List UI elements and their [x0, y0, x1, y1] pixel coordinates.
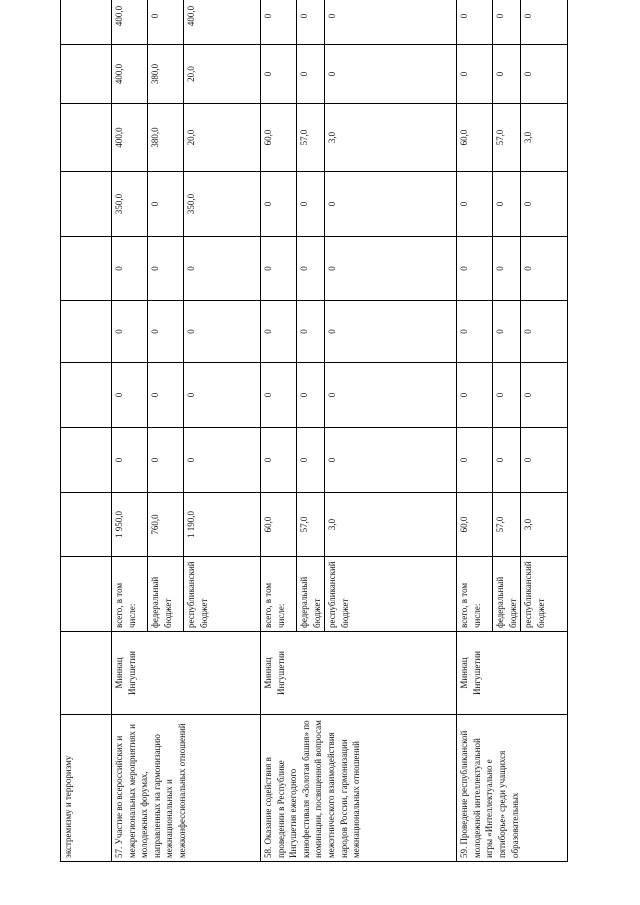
table-row — [457, 0, 493, 862]
value-cell: 0 — [325, 301, 457, 363]
value-cell: 57,0 — [297, 104, 325, 172]
budget-table — [60, 0, 568, 862]
value-cell: 57,0 — [493, 104, 521, 172]
source-cell — [61, 557, 112, 632]
value-cell: 3,0 — [521, 493, 568, 557]
value-cell: 0 — [148, 301, 184, 363]
executor-cell: Миннац Ингушетии — [112, 632, 261, 715]
value-cell: 0 — [325, 428, 457, 493]
value-cell: 60,0 — [457, 104, 493, 172]
value-cell: 3,0 — [325, 104, 457, 172]
value-cell: 0 — [325, 45, 457, 104]
value-cell: 0 — [493, 237, 521, 301]
value-cell: 0 — [112, 363, 148, 428]
value-cell: 0 — [297, 172, 325, 237]
value-cell: 0 — [184, 301, 261, 363]
rotated-table-wrapper — [60, 5, 546, 862]
value-cell — [61, 0, 112, 45]
value-cell — [61, 493, 112, 557]
value-cell: 0 — [457, 237, 493, 301]
value-cell: 3,0 — [521, 104, 568, 172]
value-cell: 0 — [261, 301, 297, 363]
measure-name-cell: 59. Проведение республиканской молодежной интеллектуальной игры «Интеллектуально е пятиборье» среди учащихся образовательных — [457, 715, 568, 862]
funding-source-cell: всего, в том числе: — [261, 557, 297, 632]
value-cell: 0 — [297, 237, 325, 301]
funding-source-cell: федеральный бюджет — [493, 557, 521, 632]
value-cell: 380,0 — [148, 104, 184, 172]
value-cell: 0 — [493, 428, 521, 493]
value-cell: 3,0 — [325, 493, 457, 557]
executor-cell — [61, 632, 112, 715]
executor-cell: Миннац Ингушетии — [261, 632, 457, 715]
executor-cell: Миннац Ингушетии — [457, 632, 568, 715]
value-cell: 0 — [184, 237, 261, 301]
funding-source-cell: всего, в том числе: — [112, 557, 148, 632]
value-cell: 0 — [297, 428, 325, 493]
value-cell: 0 — [325, 172, 457, 237]
value-cell: 380,0 — [148, 45, 184, 104]
value-cell: 0 — [297, 301, 325, 363]
table-row-continuation — [61, 0, 112, 862]
value-cell: 0 — [325, 363, 457, 428]
value-cell: 0 — [493, 363, 521, 428]
value-cell: 0 — [521, 301, 568, 363]
funding-source-cell: федеральный бюджет — [148, 557, 184, 632]
value-cell — [61, 363, 112, 428]
value-cell: 0 — [457, 363, 493, 428]
value-cell: 57,0 — [297, 493, 325, 557]
measure-name-cell: 57. Участие во всероссийских и межрегиональных мероприятиях и молодежных форумах, направленных на гармонизацию межнациональных и межконфессиональных отношений — [112, 715, 261, 862]
value-cell: 0 — [112, 428, 148, 493]
value-cell: 350,0 — [112, 172, 148, 237]
value-cell: 60,0 — [261, 104, 297, 172]
value-cell: 0 — [521, 172, 568, 237]
measure-name-cell: 58. Оказание содействия в проведении в Республике Ингушетия ежегодного кинофестиваля «Золотая башня» по номинации, посвященной вопросам межэтнического взаимодействия народов России, гармонизации межнациональных отношений — [261, 715, 457, 862]
funding-source-cell: федеральный бюджет — [297, 557, 325, 632]
value-cell: 0 — [493, 45, 521, 104]
value-cell: 0 — [184, 363, 261, 428]
value-cell: 0 — [112, 301, 148, 363]
value-cell: 0 — [148, 428, 184, 493]
value-cell: 0 — [148, 363, 184, 428]
value-cell: 60,0 — [457, 493, 493, 557]
value-cell: 0 — [325, 237, 457, 301]
value-cell: 0 — [493, 301, 521, 363]
value-cell — [61, 104, 112, 172]
value-cell: 0 — [112, 237, 148, 301]
funding-source-cell: республиканский бюджет — [184, 557, 261, 632]
value-cell: 0 — [261, 237, 297, 301]
measure-name-cell: экстремизму и терроризму — [61, 715, 112, 862]
value-cell: 0 — [521, 45, 568, 104]
value-cell: 0 — [493, 0, 521, 45]
value-cell: 0 — [148, 0, 184, 45]
value-cell: 0 — [457, 45, 493, 104]
value-cell: 0 — [184, 428, 261, 493]
value-cell: 0 — [261, 45, 297, 104]
value-cell: 0 — [261, 172, 297, 237]
value-cell: 350,0 — [184, 172, 261, 237]
value-cell: 0 — [261, 0, 297, 45]
funding-source-cell: республиканский бюджет — [521, 557, 568, 632]
value-cell: 0 — [493, 172, 521, 237]
value-cell: 0 — [457, 172, 493, 237]
value-cell: 400,0 — [112, 0, 148, 45]
value-cell: 400,0 — [184, 0, 261, 45]
table-row — [261, 0, 297, 862]
value-cell: 0 — [521, 428, 568, 493]
value-cell: 20,0 — [184, 45, 261, 104]
value-cell — [61, 45, 112, 104]
value-cell — [61, 237, 112, 301]
value-cell: 0 — [148, 237, 184, 301]
value-cell: 0 — [297, 0, 325, 45]
value-cell: 60,0 — [261, 493, 297, 557]
value-cell: 0 — [148, 172, 184, 237]
value-cell: 0 — [521, 237, 568, 301]
value-cell: 0 — [325, 0, 457, 45]
table-body — [61, 0, 568, 862]
value-cell: 400,0 — [112, 45, 148, 104]
value-cell: 0 — [457, 0, 493, 45]
value-cell: 0 — [297, 363, 325, 428]
value-cell: 57,0 — [493, 493, 521, 557]
value-cell: 1 190,0 — [184, 493, 261, 557]
value-cell: 400,0 — [112, 104, 148, 172]
value-cell: 20,0 — [184, 104, 261, 172]
value-cell: 0 — [457, 428, 493, 493]
value-cell: 0 — [261, 363, 297, 428]
value-cell — [61, 301, 112, 363]
value-cell: 760,0 — [148, 493, 184, 557]
table-row — [112, 0, 148, 862]
value-cell: 0 — [521, 0, 568, 45]
value-cell: 0 — [457, 301, 493, 363]
value-cell — [61, 172, 112, 237]
funding-source-cell: всего, в том числе: — [457, 557, 493, 632]
funding-source-cell: республиканский бюджет — [325, 557, 457, 632]
value-cell — [61, 428, 112, 493]
value-cell: 1 950,0 — [112, 493, 148, 557]
value-cell: 0 — [297, 45, 325, 104]
value-cell: 0 — [521, 363, 568, 428]
value-cell: 0 — [261, 428, 297, 493]
